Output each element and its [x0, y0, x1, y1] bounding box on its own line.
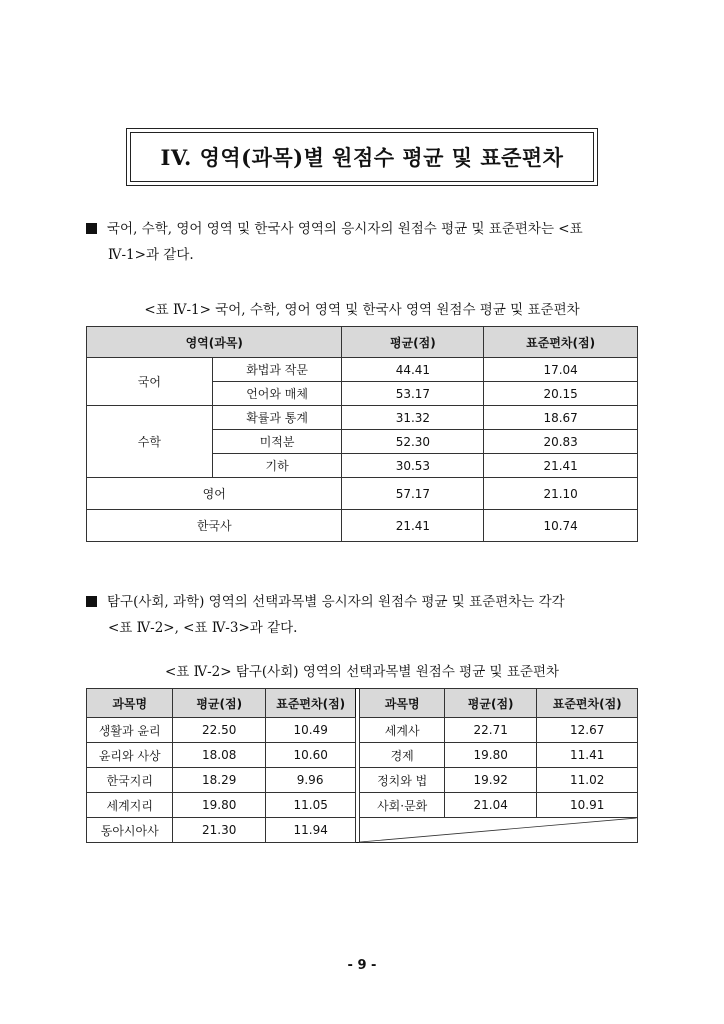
- table-1-caption: <표 Ⅳ-1> 국어, 수학, 영어 영역 및 한국사 영역 원점수 평균 및 표준편차: [144, 302, 580, 318]
- mean-cell: 18.29: [173, 768, 266, 793]
- sd-cell: 10.91: [537, 793, 638, 818]
- table-2-header-sd-right: 표준편차(점): [537, 689, 638, 718]
- area-label: 국어: [87, 358, 213, 406]
- table-2-header-subject: 과목명: [87, 689, 173, 718]
- sd-cell: 10.49: [265, 718, 355, 743]
- sd-cell: 11.94: [265, 818, 355, 843]
- paragraph-2-line-1: 탐구(사회, 과학) 영역의 선택과목별 응시자의 원점수 평균 및 표준편차는 각각: [107, 594, 565, 610]
- table-row: [87, 478, 638, 510]
- table-row: [87, 358, 638, 382]
- sd-cell: 12.67: [537, 718, 638, 743]
- subject-cell: 언어와 매체: [212, 382, 342, 406]
- square-bullet-icon: [86, 223, 97, 234]
- table-1: [86, 326, 638, 542]
- paragraph-2: [86, 589, 642, 641]
- section-title-box: [126, 128, 598, 186]
- mean-cell: 22.71: [444, 718, 537, 743]
- sd-cell: 10.60: [265, 743, 355, 768]
- subject-cell: 사회·문화: [360, 793, 444, 818]
- mean-cell: 21.30: [173, 818, 266, 843]
- mean-cell: 19.80: [444, 743, 537, 768]
- paragraph-2-line-2: <표 Ⅳ-2>, <표 Ⅳ-3>과 같다.: [108, 620, 298, 636]
- subject-cell: 화법과 작문: [212, 358, 342, 382]
- area-label: 수학: [87, 406, 213, 478]
- table-2-header-mean: 평균(점): [173, 689, 266, 718]
- table-2-caption: <표 Ⅳ-2> 탐구(사회) 영역의 선택과목별 원점수 평균 및 표준편차: [164, 664, 560, 680]
- table-row: [87, 743, 638, 768]
- sd-cell: 10.74: [484, 510, 638, 542]
- mean-cell: 18.08: [173, 743, 266, 768]
- table-1-header-area: 영역(과목): [87, 327, 342, 358]
- subject-cell: 미적분: [212, 430, 342, 454]
- mean-cell: 21.41: [342, 510, 484, 542]
- mean-cell: 30.53: [342, 454, 484, 478]
- sd-cell: 11.05: [265, 793, 355, 818]
- table-row: [87, 768, 638, 793]
- subject-cell: 경제: [360, 743, 444, 768]
- area-label: 영어: [87, 478, 342, 510]
- paragraph-1-line-1: 국어, 수학, 영어 영역 및 한국사 영역의 응시자의 원점수 평균 및 표준편차는 <표: [107, 221, 583, 237]
- table-2-header-sd: 표준편차(점): [265, 689, 355, 718]
- mean-cell: 57.17: [342, 478, 484, 510]
- sd-cell: 21.41: [484, 454, 638, 478]
- diagonal-line: [360, 818, 637, 842]
- sd-cell: 11.41: [537, 743, 638, 768]
- table-row: [87, 818, 638, 843]
- mean-cell: 31.32: [342, 406, 484, 430]
- mean-cell: 44.41: [342, 358, 484, 382]
- page-number: - 9 -: [347, 958, 377, 973]
- empty-diagonal-cell: [360, 818, 638, 843]
- sd-cell: 18.67: [484, 406, 638, 430]
- mean-cell: 21.04: [444, 793, 537, 818]
- paragraph-1: [86, 216, 642, 268]
- sd-cell: 20.83: [484, 430, 638, 454]
- table-2-header-mean-right: 평균(점): [444, 689, 537, 718]
- square-bullet-icon: [86, 596, 97, 607]
- mean-cell: 19.92: [444, 768, 537, 793]
- subject-cell: 세계지리: [87, 793, 173, 818]
- subject-cell: 확률과 통계: [212, 406, 342, 430]
- section-title: IV. 영역(과목)별 원점수 평균 및 표준편차: [130, 132, 594, 182]
- subject-cell: 동아시아사: [87, 818, 173, 843]
- mean-cell: 19.80: [173, 793, 266, 818]
- sd-cell: 11.02: [537, 768, 638, 793]
- mean-cell: 52.30: [342, 430, 484, 454]
- subject-cell: 정치와 법: [360, 768, 444, 793]
- paragraph-1-line-2: Ⅳ-1>과 같다.: [108, 247, 194, 263]
- table-row: [87, 793, 638, 818]
- sd-cell: 20.15: [484, 382, 638, 406]
- subject-cell: 윤리와 사상: [87, 743, 173, 768]
- subject-cell: 세계사: [360, 718, 444, 743]
- sd-cell: 17.04: [484, 358, 638, 382]
- subject-cell: 기하: [212, 454, 342, 478]
- table-2: [86, 688, 638, 843]
- table-1-header-mean: 평균(점): [342, 327, 484, 358]
- area-label: 한국사: [87, 510, 342, 542]
- table-row: [87, 510, 638, 542]
- subject-cell: 한국지리: [87, 768, 173, 793]
- table-row: [87, 718, 638, 743]
- mean-cell: 22.50: [173, 718, 266, 743]
- table-2-header-subject-right: 과목명: [360, 689, 444, 718]
- sd-cell: 21.10: [484, 478, 638, 510]
- table-row: [87, 406, 638, 430]
- mean-cell: 53.17: [342, 382, 484, 406]
- subject-cell: 생활과 윤리: [87, 718, 173, 743]
- table-1-header-sd: 표준편차(점): [484, 327, 638, 358]
- sd-cell: 9.96: [265, 768, 355, 793]
